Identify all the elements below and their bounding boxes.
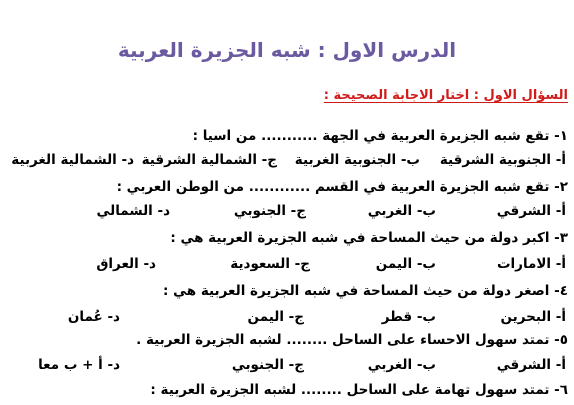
option-b: ب- الغربي: [367, 203, 436, 219]
option-d: د- الشمالية الغربية: [11, 152, 134, 168]
question-3: ٣- اكبر دولة من حيث المساحة في شبه الجزيرة العربية هي :: [170, 230, 568, 246]
lesson-title: الدرس الاول : شبه الجزيرة العربية: [117, 38, 457, 62]
option-a: أ- الشرقي: [496, 203, 566, 219]
question-4: ٤- اصغر دولة من حيث المساحة في شبه الجزيرة العربية هي :: [163, 283, 568, 299]
option-c: ج- الجنوبي: [233, 203, 306, 219]
option-a: أ- الشرقي: [496, 357, 566, 373]
option-c: ج- الجنوبي: [231, 357, 304, 373]
section-title: السؤال الاول : اختار الاجابة الصحيحة :: [323, 88, 568, 103]
option-b: ب- الجنوبية الغربية: [294, 152, 420, 168]
option-d: د- الشمالي: [96, 203, 170, 219]
option-b: ب- اليمن: [375, 256, 436, 272]
option-b: ب- الغربي: [367, 357, 436, 373]
option-d: د- عُمان: [67, 309, 120, 325]
option-a: أ- الامارات: [496, 256, 566, 272]
option-a: أ- الجنوبية الشرقية: [439, 152, 566, 168]
option-d: د- أ + ب معا: [38, 357, 120, 373]
option-d: د- العراق: [96, 256, 156, 272]
question-6: ٦- تمتد سهول تهامة على الساحل ........ لشبه الجزيرة العربية :: [150, 382, 568, 398]
question-1: ١- تقع شبه الجزيرة العربية في الجهة ........... من اسيا :: [192, 128, 568, 144]
question-5: ٥- تمتد سهول الاحساء على الساحل ........ لشبه الجزيرة العربية .: [136, 332, 568, 348]
option-c: ج- السعودية: [230, 256, 310, 272]
option-c: ج- اليمن: [247, 309, 304, 325]
option-b: ب- قطر: [381, 309, 436, 325]
option-a: أ- البحرين: [500, 309, 566, 325]
option-c: ج- الشمالية الشرقية: [141, 152, 277, 168]
question-2: ٢- تقع شبه الجزيرة العربية في القسم ............ من الوطن العربي :: [116, 179, 568, 195]
